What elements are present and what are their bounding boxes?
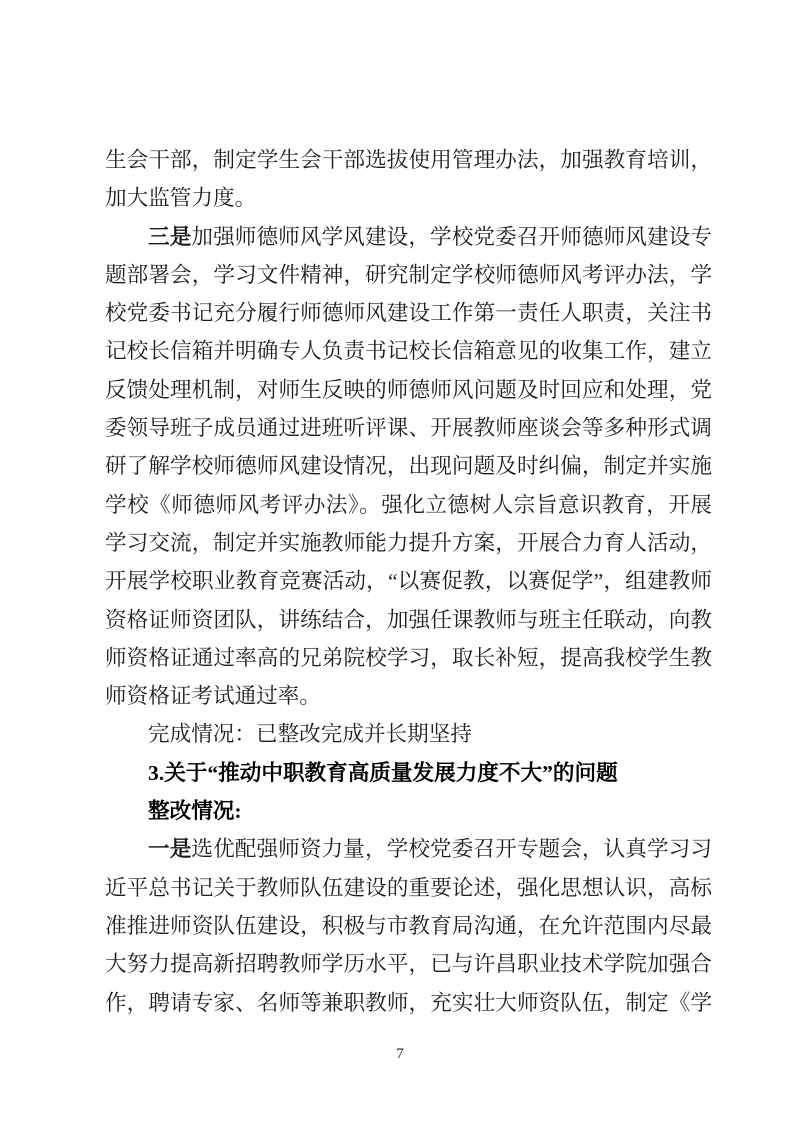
- heading-line: [105, 754, 712, 792]
- text-line: [105, 907, 712, 945]
- emphasis-run: 3.关于“推动中职教育高质量发展力度不大”的问题: [148, 760, 618, 785]
- text-line: [105, 141, 712, 179]
- document-body: [105, 141, 712, 1022]
- text-run: 学习交流，制定并实施教师能力提升方案，开展合力育人活动，: [105, 530, 712, 555]
- text-line: [105, 677, 712, 715]
- text-run: 开展学校职业教育竞赛活动，“以赛促教，以赛促学”，组建教师: [105, 569, 712, 594]
- text-line: [105, 524, 712, 562]
- heading-line: [105, 792, 712, 830]
- page-number: 7: [396, 1046, 404, 1062]
- text-line: [105, 715, 712, 753]
- emphasis-run: 三是: [148, 224, 192, 249]
- text-line: [105, 332, 712, 370]
- text-line: [105, 562, 712, 600]
- text-line: [105, 984, 712, 1022]
- text-run: 作，聘请专家、名师等兼职教师，充实壮大师资队伍，制定《学: [105, 990, 712, 1015]
- text-run: 资格证师资团队，讲练结合，加强任课教师与班主任联动，向教: [105, 607, 712, 632]
- text-run: 准推进师资队伍建设，积极与市教育局沟通，在允许范围内尽最: [105, 913, 712, 938]
- text-line: [105, 409, 712, 447]
- text-run: 校党委书记充分履行师德师风建设工作第一责任人职责，关注书: [105, 301, 712, 326]
- text-line: [105, 869, 712, 907]
- text-line: [105, 830, 712, 868]
- text-line: [105, 639, 712, 677]
- text-run: 反馈处理机制，对师生反映的师德师风问题及时回应和处理，党: [105, 377, 712, 402]
- text-run: 加大监管力度。: [105, 186, 257, 211]
- text-run: 研了解学校师德师风建设情况，出现问题及时纠偏，制定并实施: [105, 454, 712, 479]
- text-run: 选优配强师资力量，学校党委召开专题会，认真学习习: [191, 837, 712, 862]
- text-line: [105, 294, 712, 332]
- emphasis-run: 一是: [148, 837, 192, 862]
- text-line: [105, 447, 712, 485]
- text-run: 生会干部，制定学生会干部选拔使用管理办法，加强教育培训，: [105, 148, 712, 172]
- text-run: 题部署会，学习文件精神，研究制定学校师德师风考评办法，学: [105, 262, 712, 287]
- emphasis-run: 整改情况:: [148, 799, 242, 824]
- text-run: 学校《师德师风考评办法》。强化立德树人宗旨意识教育，开展: [105, 492, 712, 517]
- text-line: [105, 218, 712, 256]
- text-run: 师资格证通过率高的兄弟院校学习，取长补短，提高我校学生教: [105, 645, 712, 670]
- text-run: 完成情况：已整改完成并长期坚持: [148, 722, 472, 747]
- text-line: [105, 601, 712, 639]
- text-line: [105, 179, 712, 217]
- text-run: 加强师德师风学风建设，学校党委召开师德师风建设专: [191, 224, 712, 249]
- text-line: [105, 371, 712, 409]
- text-run: 大努力提高新招聘教师学历水平，已与许昌职业技术学院加强合: [105, 952, 712, 977]
- text-run: 记校长信箱并明确专人负责书记校长信箱意见的收集工作，建立: [105, 339, 712, 364]
- text-line: [105, 256, 712, 294]
- text-run: 近平总书记关于教师队伍建设的重要论述，强化思想认识，高标: [105, 875, 712, 900]
- text-line: [105, 486, 712, 524]
- text-run: 师资格证考试通过率。: [105, 684, 321, 709]
- text-line: [105, 945, 712, 983]
- text-run: 委领导班子成员通过进班听评课、开展教师座谈会等多种形式调: [105, 416, 712, 441]
